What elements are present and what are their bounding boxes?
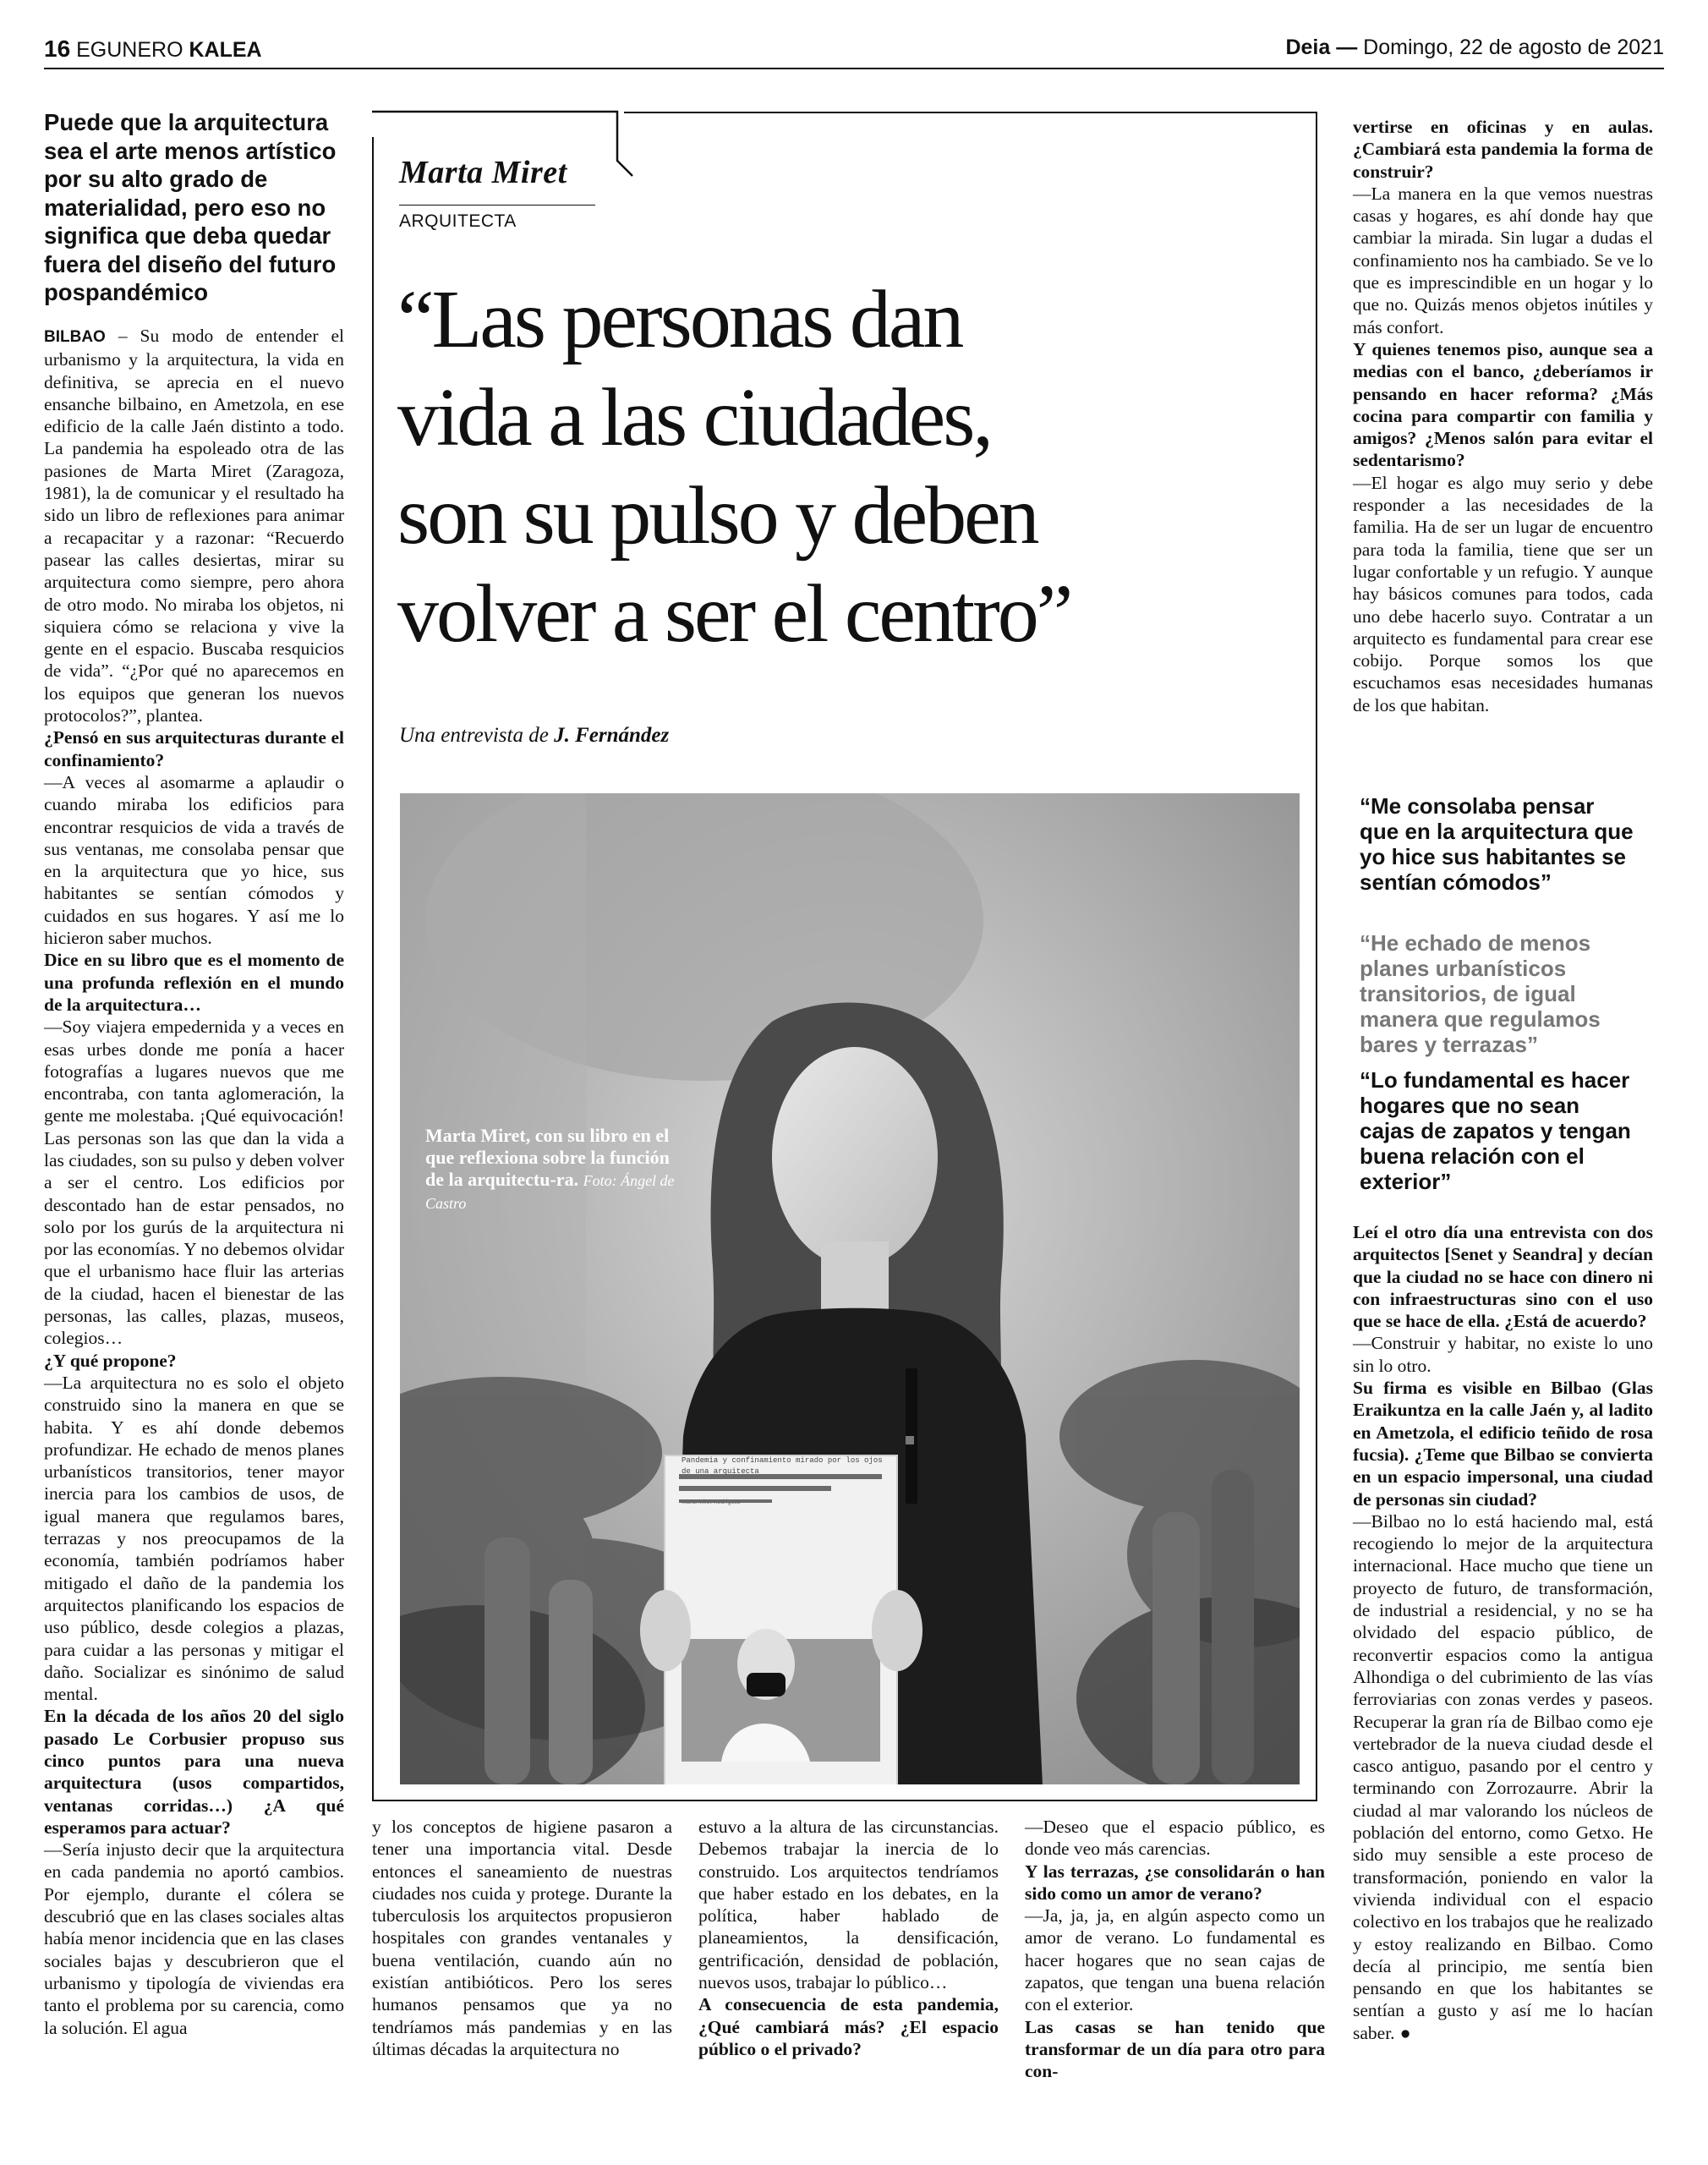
- article-paragraph: [1353, 472, 1653, 716]
- article-column-5-bottom: [1353, 1221, 1653, 2044]
- interview-question: [44, 726, 344, 771]
- photo-credit: Foto: Ángel de Castro: [425, 1172, 675, 1212]
- book-author: Marta Miret Rodríguez: [682, 1499, 741, 1505]
- article-paragraph: [1025, 1816, 1325, 1861]
- header-dash: —: [1336, 36, 1358, 59]
- issue-date: Domingo, 22 de agosto de 2021: [1363, 36, 1664, 59]
- article-column-4: [1025, 1816, 1325, 2083]
- article-paragraph: [44, 771, 344, 949]
- header-rule: [44, 68, 1664, 69]
- article-paragraph: [1353, 1332, 1653, 1377]
- section-egunero: EGUNERO: [76, 38, 183, 62]
- name-rule: [399, 205, 595, 206]
- interview-question: [44, 1705, 344, 1839]
- article-paragraph: [44, 325, 344, 726]
- paragraph-text: En la década de los años 20 del siglo pasado Le Corbusier propuso sus cinco puntos para una nueva arquitectura (usos compartidos, ventanas corridas…) ¿A qué esperamos para actuar?: [44, 1706, 344, 1838]
- paragraph-text: —Deseo que el espacio público, es donde veo más carencias.: [1025, 1817, 1325, 1860]
- paragraph-text: —La manera en la que vemos nuestras casas y hogares, es ahí donde hay que cambiar la mirada. Sin lugar a dudas el confinamiento nos ha cambiado. Se ve lo que es imprescindible en un hogar y lo que no. Quizás menos objetos inútiles y más confort.: [1353, 183, 1653, 337]
- article-paragraph: [1025, 1905, 1325, 2015]
- paragraph-text: ¿Y qué propone?: [44, 1350, 177, 1371]
- headline-line: volver a ser el centro”: [397, 568, 1071, 660]
- paragraph-text: – Su modo de entender el urbanismo y la arquitectura, la vida en definitiva, se aprecia en el nuevo ensanche bilbaino, en Ametzola, en ese edificio de la calle Jaén distinto a todo. La pandemia ha espoleado otra de las pasiones de Marta Miret (Zaragoza, 1981), la de comunicar y el resultado ha sido un libro de reflexiones para animar a recapacitar y a razonar: “Recuerdo pasear las calles desiertas, mirar su arquitectura como siempre, pero ahora de otro modo. No miraba los objetos, ni siquiera cómo se relaciona y vive la gente en el espacio. Buscaba resquicios de vida”. “¿Por qué no aparecemos en los equipos que generan los nuevos protocolos?”, plantea.: [44, 326, 344, 726]
- paragraph-text: —Soy viajera empedernida y a veces en esas urbes donde me ponía a hacer fotografías a lugares nuevos que me encontraba, con tanta aglomeración, la gente me molestaba. ¡Qué equivocación! Las personas son las que dan la vida a las ciudades, son su pulso y deben volver a ser el centro. Los edificios por descontado han de estar pensados, no solo por los gurús de la arquitectura ni por las economías. Y no debemos olvidar que el urbanismo hace fluir las arterias de la ciudad, hacen el bienestar de las personas, las calles, plazas, museos, colegios…: [44, 1017, 344, 1349]
- interviewee-name: Marta Miret: [399, 155, 567, 190]
- article-paragraph: [44, 1372, 344, 1705]
- article-column-3: [698, 1816, 999, 2060]
- pull-quote: “Lo fundamental es hacer hogares que no sean cajas de zapatos y tengan buena relación con el exterior”: [1360, 1067, 1631, 1194]
- paragraph-text: y los conceptos de higiene pasaron a tener una importancia vital. Desde entonces el saneamiento de nuestras ciudades nos cuida y protege. Durante la tuberculosis los arquitectos propusieron hospitales con grandes ventanales y buena ventilación, cuando aún no existían antibióticos. Pero los seres humanos pensamos que ya no tendríamos más pandemias y en las últimas décadas la arquitectura no: [372, 1817, 672, 2059]
- lead-paragraph: Puede que la arquitectura sea el arte menos artístico por su alto grado de materialidad, pero eso no significa que deba quedar fuera del diseño del futuro pospandémico: [44, 109, 337, 305]
- paragraph-text: vertirse en oficinas y en aulas. ¿Cambiará esta pandemia la forma de construir?: [1353, 117, 1653, 182]
- interview-question: [1025, 2016, 1325, 2083]
- paragraph-text: A consecuencia de esta pandemia, ¿Qué cambiará más? ¿El espacio público o el privado?: [698, 1994, 999, 2059]
- article-paragraph: [44, 1016, 344, 1349]
- pull-quote: “He echado de menos planes urbanísticos transitorios, de igual manera que regulamos bares y terrazas”: [1360, 930, 1601, 1057]
- paragraph-text: —La arquitectura no es solo el objeto construido sino la manera en que se habita. Y es ahí donde debemos profundizar. He echado de menos planes urbanísticos transitorios, tener mayor inercia para los cambios de usos, de igual manera que regulamos bares, terrazas y nos preocupamos de la economía, también podríamos haber mitigado el daño de la pandemia los arquitectos planificando los espacios de uso público, desde colegios a plazas, para cuidar a las personas y mitigar el daño. Socializar es sinónimo de salud mental.: [44, 1372, 344, 1705]
- paragraph-text: estuvo a la altura de las circunstancias. Debemos trabajar la inercia de lo construido. Los arquitectos tendríamos que haber estado en los debates, en la política, haber hablado de planeamientos, la densificación, gentrificación, densidad de población, nuevos usos, trabajar lo público…: [698, 1817, 999, 1993]
- interview-question: [1353, 116, 1653, 183]
- paragraph-text: Y las terrazas, ¿se consolidarán o han sido como un amor de verano?: [1025, 1861, 1325, 1904]
- article-column-1: [44, 325, 344, 2039]
- headline-line: vida a las ciudades,: [397, 372, 991, 463]
- newspaper-name: Deia: [1285, 36, 1331, 59]
- interview-question: [1353, 1221, 1653, 1332]
- caption-text: Marta Miret, con su libro en el que reflexiona sobre la función de la arquitectu-ra.: [425, 1125, 670, 1190]
- article-paragraph: [44, 1839, 344, 2039]
- interview-question: [698, 1993, 999, 2060]
- paragraph-text: —El hogar es algo muy serio y debe responder a las necesidades de la familia. Ha de ser un lugar de encuentro para toda la familia, tiene que ser un lugar confortable y un refugio. Y aunque hay básicos comunes para todos, cada uno debe hacerlo suyo. Contratar a un arquitecto es fundamental para crear ese cobijo. Porque somos los que escuchamos esas necesidades humanas de los que habitan.: [1353, 472, 1653, 715]
- paragraph-text: Dice en su libro que es el momento de una profunda reflexión en el mundo de la arquitectura…: [44, 950, 344, 1015]
- headline-line: “Las personas dan: [397, 274, 962, 365]
- book-title: Pandemia y confinamiento mirado por los ojos de una arquitecta: [682, 1456, 883, 1476]
- interview-question: [44, 949, 344, 1016]
- article-paragraph: [698, 1816, 999, 1993]
- paragraph-text: —Sería injusto decir que la arquitectura en cada pandemia no aportó cambios. Por ejemplo, durante el cólera se descubrió que en las clases sociales altas había menor incidencia que en las clases sociales bajas y descubrieron que el urbanismo y tipología de viviendas era tanto el problema por su carencia, como la solución. El agua: [44, 1839, 344, 2038]
- interview-question: [1025, 1861, 1325, 1905]
- end-mark-icon: ●: [1399, 2022, 1411, 2043]
- paragraph-text: —Ja, ja, ja, en algún aspecto como un amor de verano. Lo fundamental es hacer hogares que no sean cajas de zapatos, que tengan una buena relación con el exterior.: [1025, 1905, 1325, 2015]
- article-column-5-top: [1353, 116, 1653, 716]
- page-header-left: [44, 36, 262, 69]
- dateline-city: BILBAO: [44, 328, 106, 346]
- pull-quote: “Me consolaba pensar que en la arquitectura que yo hice sus habitantes se sentían cómodos”: [1360, 793, 1634, 895]
- paragraph-text: Las casas se han tenido que transformar de un día para otro para con-: [1025, 2016, 1325, 2082]
- paragraph-text: ¿Pensó en sus arquitecturas durante el confinamiento?: [44, 727, 344, 770]
- interviewee-role: ARQUITECTA: [399, 211, 517, 231]
- paragraph-text: Y quienes tenemos piso, aunque sea a medias con el banco, ¿deberíamos ir pensando en hacer reforma? ¿Más cocina para compartir con familia y amigos? ¿Menos salón para evitar el sedentarismo?: [1353, 338, 1653, 471]
- headline-line: son su pulso y deben: [397, 470, 1037, 562]
- article-column-2: [372, 1816, 672, 2060]
- page-header-right: [1285, 36, 1664, 69]
- article-paragraph: [1353, 183, 1653, 338]
- paragraph-text: —A veces al asomarme a aplaudir o cuando miraba los edificios para encontrar resquicios de vida a través de sus ventanas, me consolaba pensar que en la arquitectura que yo hice, sus habitantes se sentían cómodos y cuidados en sus hogares. Y así me lo hicieron saber muchos.: [44, 771, 344, 949]
- interview-question: [1353, 1377, 1653, 1510]
- portrait-illustration: [400, 793, 1300, 1784]
- interview-question: [44, 1350, 344, 1372]
- paragraph-text: Su firma es visible en Bilbao (Glas Eraikuntza en la calle Jaén y, al ladito en Ametzola, el edificio teñido de rosa fucsia). ¿Teme que Bilbao se convierta en un espacio impersonal, una ciudad de personas sin ciudad?: [1353, 1378, 1653, 1510]
- byline-author: J. Fernández: [554, 724, 670, 747]
- paragraph-text: Leí el otro día una entrevista con dos arquitectos [Senet y Seandra] y decían que la ciudad no se hace con dinero ni con infraestructuras sino con el uso que se hace de ella. ¿Está de acuerdo?: [1353, 1222, 1653, 1332]
- byline-prefix: Una entrevista de: [399, 724, 549, 747]
- headline: [397, 271, 1302, 663]
- section-kalea: KALEA: [189, 38, 262, 62]
- paragraph-text: —Construir y habitar, no existe lo uno sin lo otro.: [1353, 1333, 1653, 1376]
- portrait-photo: [400, 793, 1300, 1784]
- article-paragraph: [372, 1816, 672, 2060]
- interview-question: [1353, 338, 1653, 472]
- page-number: 16: [44, 36, 71, 62]
- paragraph-text: —Bilbao no lo está haciendo mal, está recogiendo lo mejor de la arquitectura internacional. Hace mucho que tiene un proyecto de futuro, de transformación, de industrial a residencial, y no se ha olvidado del espacio público, de reconvertir espacios como la antigua Alhondiga o del cubrimiento de las vías ferroviarias con zonas verdes y paseos. Recuperar la gran ría de Bilbao como eje vertebrador de la nueva ciudad desde el casco antiguo, pasando por el centro y terminando con Zorrozaurre. Abrir la ciudad al mar valorando los núcleos de población del entorno, como Getxo. He sido muy sensible a este proceso de transformación, poniendo en valor la vivienda individual con el espacio colectivo en los trabajos que he realizado y estoy realizando en Bilbao. Como decía al principio, me sentía bien pensando en que los habitantes se sentían a gusto y así me lo hacían saber.: [1353, 1510, 1653, 2043]
- byline: [399, 724, 669, 748]
- article-paragraph: [1353, 1510, 1653, 2044]
- photo-caption: [425, 1125, 679, 1214]
